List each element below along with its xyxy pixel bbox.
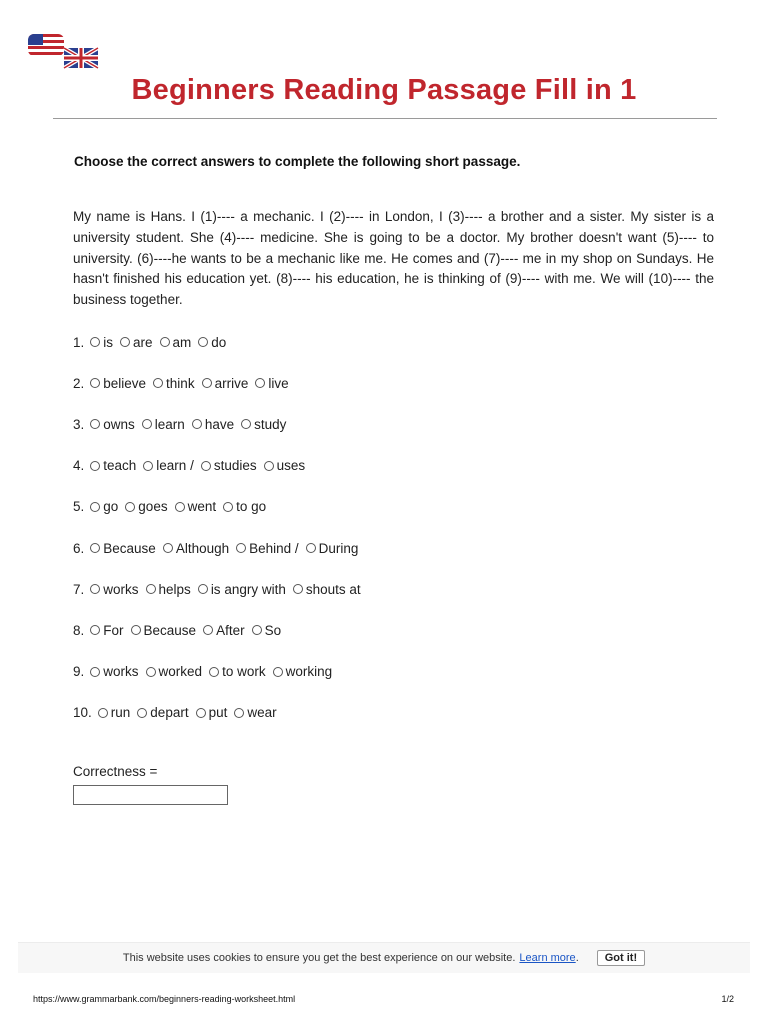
question-number: 9. bbox=[73, 664, 85, 680]
question-number: 10. bbox=[73, 705, 92, 721]
option-label: depart bbox=[150, 705, 189, 721]
answer-option[interactable] bbox=[90, 458, 136, 473]
option-label: So bbox=[264, 622, 282, 638]
option-label: live bbox=[268, 375, 289, 391]
option-label: learn bbox=[154, 416, 185, 432]
option-label: believe bbox=[103, 375, 147, 391]
page-title: Beginners Reading Passage Fill in 1 bbox=[131, 74, 637, 106]
radio-button[interactable] bbox=[98, 708, 108, 718]
answer-option[interactable] bbox=[306, 541, 359, 556]
option-label: think bbox=[166, 375, 195, 391]
radio-button[interactable] bbox=[90, 502, 100, 512]
reading-passage: My name is Hans. I (1)---- a mechanic. I (2)---- in London, I (3)---- a brother and a sister. My sister is a university student. She (4)---- medicine. She is going to be a doctor. My brother doesn't want (5)---- to university. (6)----he wants to be a mechanic like me. He comes and (7)---- me in my shop on Sundays. He hasn't finished his education yet. (8)---- his education, he is thinking of (9)---- with me. We will (10)---- the business together. bbox=[73, 209, 714, 308]
radio-button[interactable] bbox=[293, 584, 303, 594]
correctness-label: Correctness = bbox=[73, 764, 158, 779]
answer-option[interactable] bbox=[255, 376, 288, 391]
radio-button[interactable] bbox=[90, 378, 100, 388]
question-row bbox=[73, 662, 339, 682]
radio-button[interactable] bbox=[209, 667, 219, 677]
option-label: Because bbox=[143, 622, 197, 638]
radio-button[interactable] bbox=[223, 502, 233, 512]
radio-button[interactable] bbox=[125, 502, 135, 512]
question-row bbox=[73, 373, 296, 393]
answer-option[interactable] bbox=[90, 335, 113, 350]
cookie-dot: . bbox=[575, 952, 579, 964]
cookie-text: This website uses cookies to ensure you get the best experience on our website. bbox=[122, 952, 516, 964]
answer-option[interactable] bbox=[90, 499, 118, 514]
option-label: study bbox=[254, 416, 287, 432]
radio-button[interactable] bbox=[202, 378, 212, 388]
instruction-text: Choose the correct answers to complete the following short passage. bbox=[74, 154, 521, 169]
radio-button[interactable] bbox=[160, 337, 170, 347]
radio-button[interactable] bbox=[203, 625, 213, 635]
question-row bbox=[73, 456, 312, 476]
answer-option[interactable] bbox=[160, 335, 192, 350]
option-label: is bbox=[103, 334, 114, 350]
answer-option[interactable] bbox=[153, 376, 195, 391]
answer-option[interactable] bbox=[241, 417, 286, 432]
question-number: 7. bbox=[73, 581, 85, 597]
answer-option[interactable] bbox=[90, 664, 138, 679]
option-label: shouts at bbox=[305, 581, 361, 597]
footer-page-number: 1/2 bbox=[721, 994, 734, 1004]
answer-option[interactable] bbox=[175, 499, 217, 514]
option-label: teach bbox=[103, 458, 137, 474]
answer-option[interactable] bbox=[98, 705, 131, 720]
footer-url: https://www.grammarbank.com/beginners-reading-worksheet.html bbox=[33, 994, 296, 1004]
answer-option[interactable] bbox=[146, 582, 191, 597]
answer-option[interactable] bbox=[125, 499, 167, 514]
radio-button[interactable] bbox=[90, 337, 100, 347]
svg-text:GB: GB bbox=[28, 21, 52, 38]
option-label: owns bbox=[103, 416, 135, 432]
title-divider bbox=[53, 118, 717, 119]
question-row bbox=[73, 538, 365, 558]
radio-button[interactable] bbox=[90, 584, 100, 594]
radio-button[interactable] bbox=[90, 667, 100, 677]
option-label: go bbox=[103, 499, 119, 515]
option-label: working bbox=[285, 664, 333, 680]
grammarbank-logo[interactable] bbox=[28, 21, 102, 72]
answer-option[interactable] bbox=[137, 705, 188, 720]
radio-button[interactable] bbox=[273, 667, 283, 677]
radio-button[interactable] bbox=[120, 337, 130, 347]
answer-option[interactable] bbox=[131, 623, 197, 638]
option-label: arrive bbox=[214, 375, 249, 391]
option-label: are bbox=[133, 334, 153, 350]
option-label: run bbox=[110, 705, 131, 721]
question-number: 6. bbox=[73, 540, 85, 556]
radio-button[interactable] bbox=[90, 625, 100, 635]
answer-option[interactable] bbox=[203, 623, 245, 638]
radio-button[interactable] bbox=[175, 502, 185, 512]
answer-option[interactable] bbox=[90, 376, 146, 391]
radio-button[interactable] bbox=[131, 625, 141, 635]
option-label: wear bbox=[247, 705, 277, 721]
answer-option[interactable] bbox=[202, 376, 249, 391]
option-label: am bbox=[172, 334, 192, 350]
question-row bbox=[73, 332, 233, 352]
cookie-banner bbox=[18, 942, 750, 973]
radio-button[interactable] bbox=[264, 461, 274, 471]
option-label: After bbox=[216, 622, 245, 638]
learn-more-link[interactable]: Learn more bbox=[519, 952, 576, 964]
question-number: 1. bbox=[73, 334, 85, 350]
answer-option[interactable] bbox=[198, 335, 226, 350]
question-row bbox=[73, 497, 273, 517]
option-label: For bbox=[103, 622, 124, 638]
radio-button[interactable] bbox=[142, 419, 152, 429]
answer-option[interactable] bbox=[201, 458, 257, 473]
answer-option[interactable] bbox=[142, 417, 185, 432]
answer-option[interactable] bbox=[90, 623, 123, 638]
radio-button[interactable] bbox=[255, 378, 265, 388]
answer-option[interactable] bbox=[264, 458, 306, 473]
got-it-button[interactable]: Got it! bbox=[597, 950, 645, 966]
answer-option[interactable] bbox=[273, 664, 333, 679]
option-label: worked bbox=[158, 664, 203, 680]
option-label: learn / bbox=[156, 458, 194, 474]
option-label: Behind / bbox=[249, 540, 299, 556]
answer-option[interactable] bbox=[163, 541, 229, 556]
radio-button[interactable] bbox=[146, 667, 156, 677]
option-label: Because bbox=[103, 540, 156, 556]
radio-button[interactable] bbox=[201, 461, 211, 471]
answer-option[interactable] bbox=[293, 582, 361, 597]
option-label: During bbox=[318, 540, 359, 556]
answer-option[interactable] bbox=[209, 664, 266, 679]
option-label: uses bbox=[276, 458, 306, 474]
option-label: do bbox=[211, 334, 227, 350]
option-label: have bbox=[204, 416, 235, 432]
radio-button[interactable] bbox=[306, 543, 316, 553]
radio-button[interactable] bbox=[241, 419, 251, 429]
radio-button[interactable] bbox=[90, 461, 100, 471]
answer-option[interactable] bbox=[120, 335, 153, 350]
answer-option[interactable] bbox=[223, 499, 266, 514]
answer-option[interactable] bbox=[236, 541, 299, 556]
option-label: helps bbox=[158, 581, 191, 597]
radio-button[interactable] bbox=[90, 419, 100, 429]
option-label: studies bbox=[213, 458, 257, 474]
radio-button[interactable] bbox=[198, 584, 208, 594]
option-label: went bbox=[187, 499, 217, 515]
answer-option[interactable] bbox=[90, 541, 156, 556]
question-row bbox=[73, 414, 293, 434]
answer-option[interactable] bbox=[196, 705, 228, 720]
answer-option[interactable] bbox=[252, 623, 282, 638]
question-row bbox=[73, 703, 284, 723]
option-label: is angry with bbox=[210, 581, 286, 597]
answer-option[interactable] bbox=[143, 458, 194, 473]
question-number: 8. bbox=[73, 622, 85, 638]
option-label: to work bbox=[222, 664, 266, 680]
radio-button[interactable] bbox=[153, 378, 163, 388]
option-label: works bbox=[103, 664, 139, 680]
option-label: Although bbox=[175, 540, 230, 556]
question-number: 2. bbox=[73, 375, 85, 391]
radio-button[interactable] bbox=[143, 461, 153, 471]
option-label: to go bbox=[236, 499, 267, 515]
radio-button[interactable] bbox=[236, 543, 246, 553]
radio-button[interactable] bbox=[163, 543, 173, 553]
question-number: 5. bbox=[73, 499, 85, 515]
radio-button[interactable] bbox=[252, 625, 262, 635]
radio-button[interactable] bbox=[198, 337, 208, 347]
answer-option[interactable] bbox=[234, 705, 276, 720]
radio-button[interactable] bbox=[192, 419, 202, 429]
answer-option[interactable] bbox=[90, 582, 138, 597]
radio-button[interactable] bbox=[137, 708, 147, 718]
correctness-field[interactable] bbox=[73, 785, 228, 805]
radio-button[interactable] bbox=[234, 708, 244, 718]
answer-option[interactable] bbox=[146, 664, 203, 679]
answer-option[interactable] bbox=[198, 582, 286, 597]
radio-button[interactable] bbox=[196, 708, 206, 718]
option-label: works bbox=[103, 581, 139, 597]
option-label: goes bbox=[138, 499, 168, 515]
radio-button[interactable] bbox=[90, 543, 100, 553]
question-number: 4. bbox=[73, 458, 85, 474]
question-row bbox=[73, 579, 368, 599]
answer-option[interactable] bbox=[192, 417, 234, 432]
radio-button[interactable] bbox=[146, 584, 156, 594]
question-row bbox=[73, 620, 288, 640]
option-label: put bbox=[208, 705, 228, 721]
question-number: 3. bbox=[73, 416, 85, 432]
answer-option[interactable] bbox=[90, 417, 135, 432]
